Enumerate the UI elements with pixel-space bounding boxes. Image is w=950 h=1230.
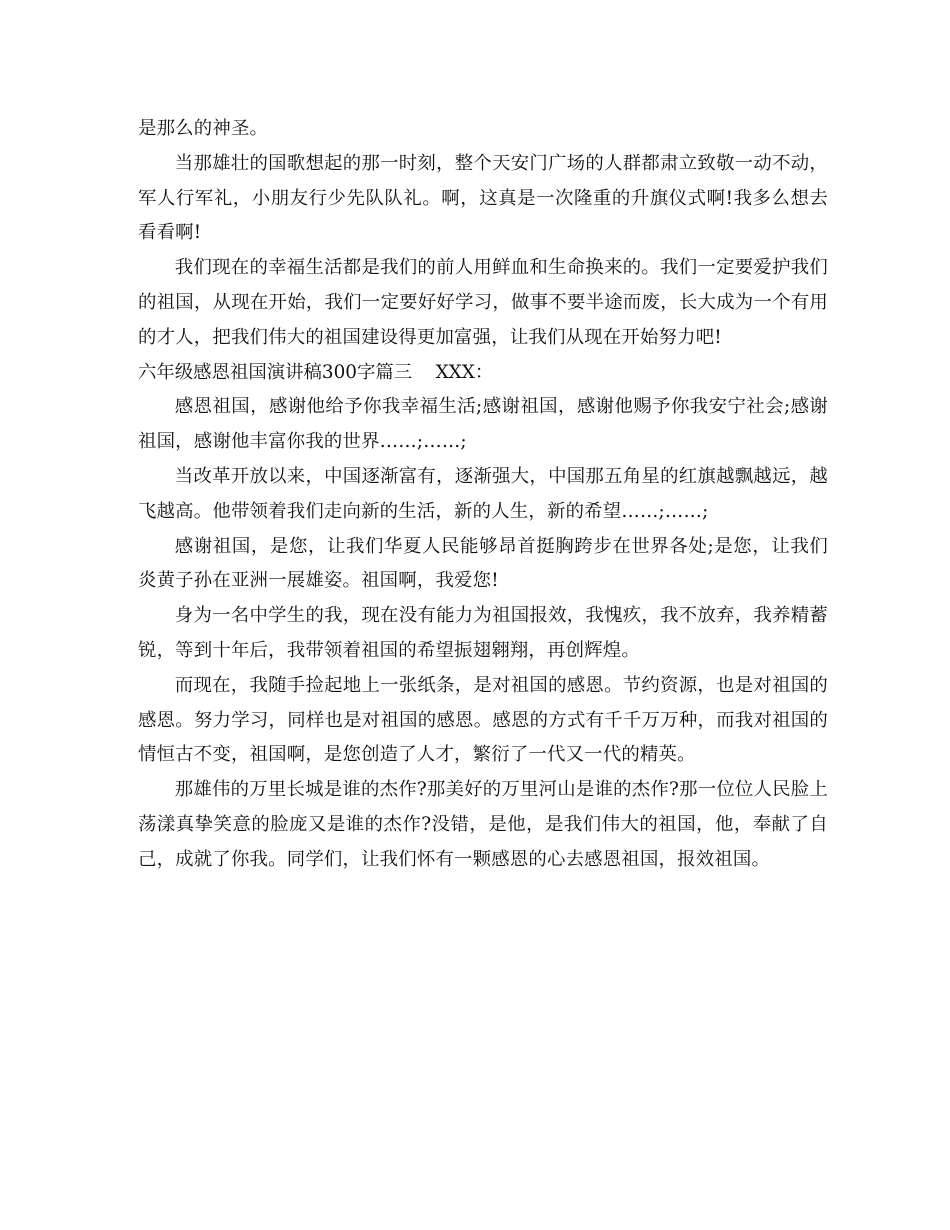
paragraph-thank-motherland: 感谢祖国，是您，让我们华夏人民能够昂首挺胸跨步在世界各处;是您，让我们炎黄子孙在亚洲一展雄姿。祖国啊，我爱您!	[138, 535, 828, 592]
paragraph-national-anthem: 当那雄壮的国歌想起的那一时刻，整个天安门广场的人群都肃立致敬一动不动，军人行军礼，小朋友行少先队队礼。啊，这真是一次隆重的升旗仪式啊!我多么想去看看啊!	[138, 152, 828, 244]
paragraph-great-wall: 那雄伟的万里长城是谁的杰作?那美好的万里河山是谁的杰作?那一位位人民脸上荡漾真挚笑意的脸庞又是谁的杰作?没错，是他，是我们伟大的祖国，他，奉献了自己，成就了你我。同学们，让我们怀有一颗感恩的心去感恩祖国，报效祖国。	[138, 779, 828, 870]
document-body	[138, 112, 828, 878]
paragraph-continuation: 是那么的神圣。	[138, 118, 269, 139]
section-heading: 六年级感恩祖国演讲稿300字篇三 XXX：	[138, 361, 494, 383]
paragraph-gratitude: 感恩祖国，感谢他给予你我幸福生活;感谢祖国，感谢他赐予你我安宁社会;感谢祖国，感谢他丰富你我的世界……;……;	[138, 396, 828, 453]
paragraph-now: 而现在，我随手捡起地上一张纸条，是对祖国的感恩。节约资源，也是对祖国的感恩。努力学习，同样也是对祖国的感恩。感恩的方式有千千万万种，而我对祖国的情恒古不变，祖国啊，是您创造了人才，繁衍了一代又一代的精英。	[138, 674, 828, 766]
paragraph-student: 身为一名中学生的我，现在没有能力为祖国报效，我愧疚，我不放弃，我养精蓄锐，等到十年后，我带领着祖国的希望振翅翱翔，再创辉煌。	[138, 605, 828, 661]
paragraph-reform: 当改革开放以来，中国逐渐富有，逐渐强大，中国那五角星的红旗越飘越远，越飞越高。他带领着我们走向新的生活，新的人生，新的希望……;……;	[138, 465, 828, 522]
paragraph-happy-life: 我们现在的幸福生活都是我们的前人用鲜血和生命换来的。我们一定要爱护我们的祖国，从现在开始，我们一定要好好学习，做事不要半途而废，长大成为一个有用的才人，把我们伟大的祖国建设得更加富强，让我们从现在开始努力吧!	[138, 257, 828, 348]
